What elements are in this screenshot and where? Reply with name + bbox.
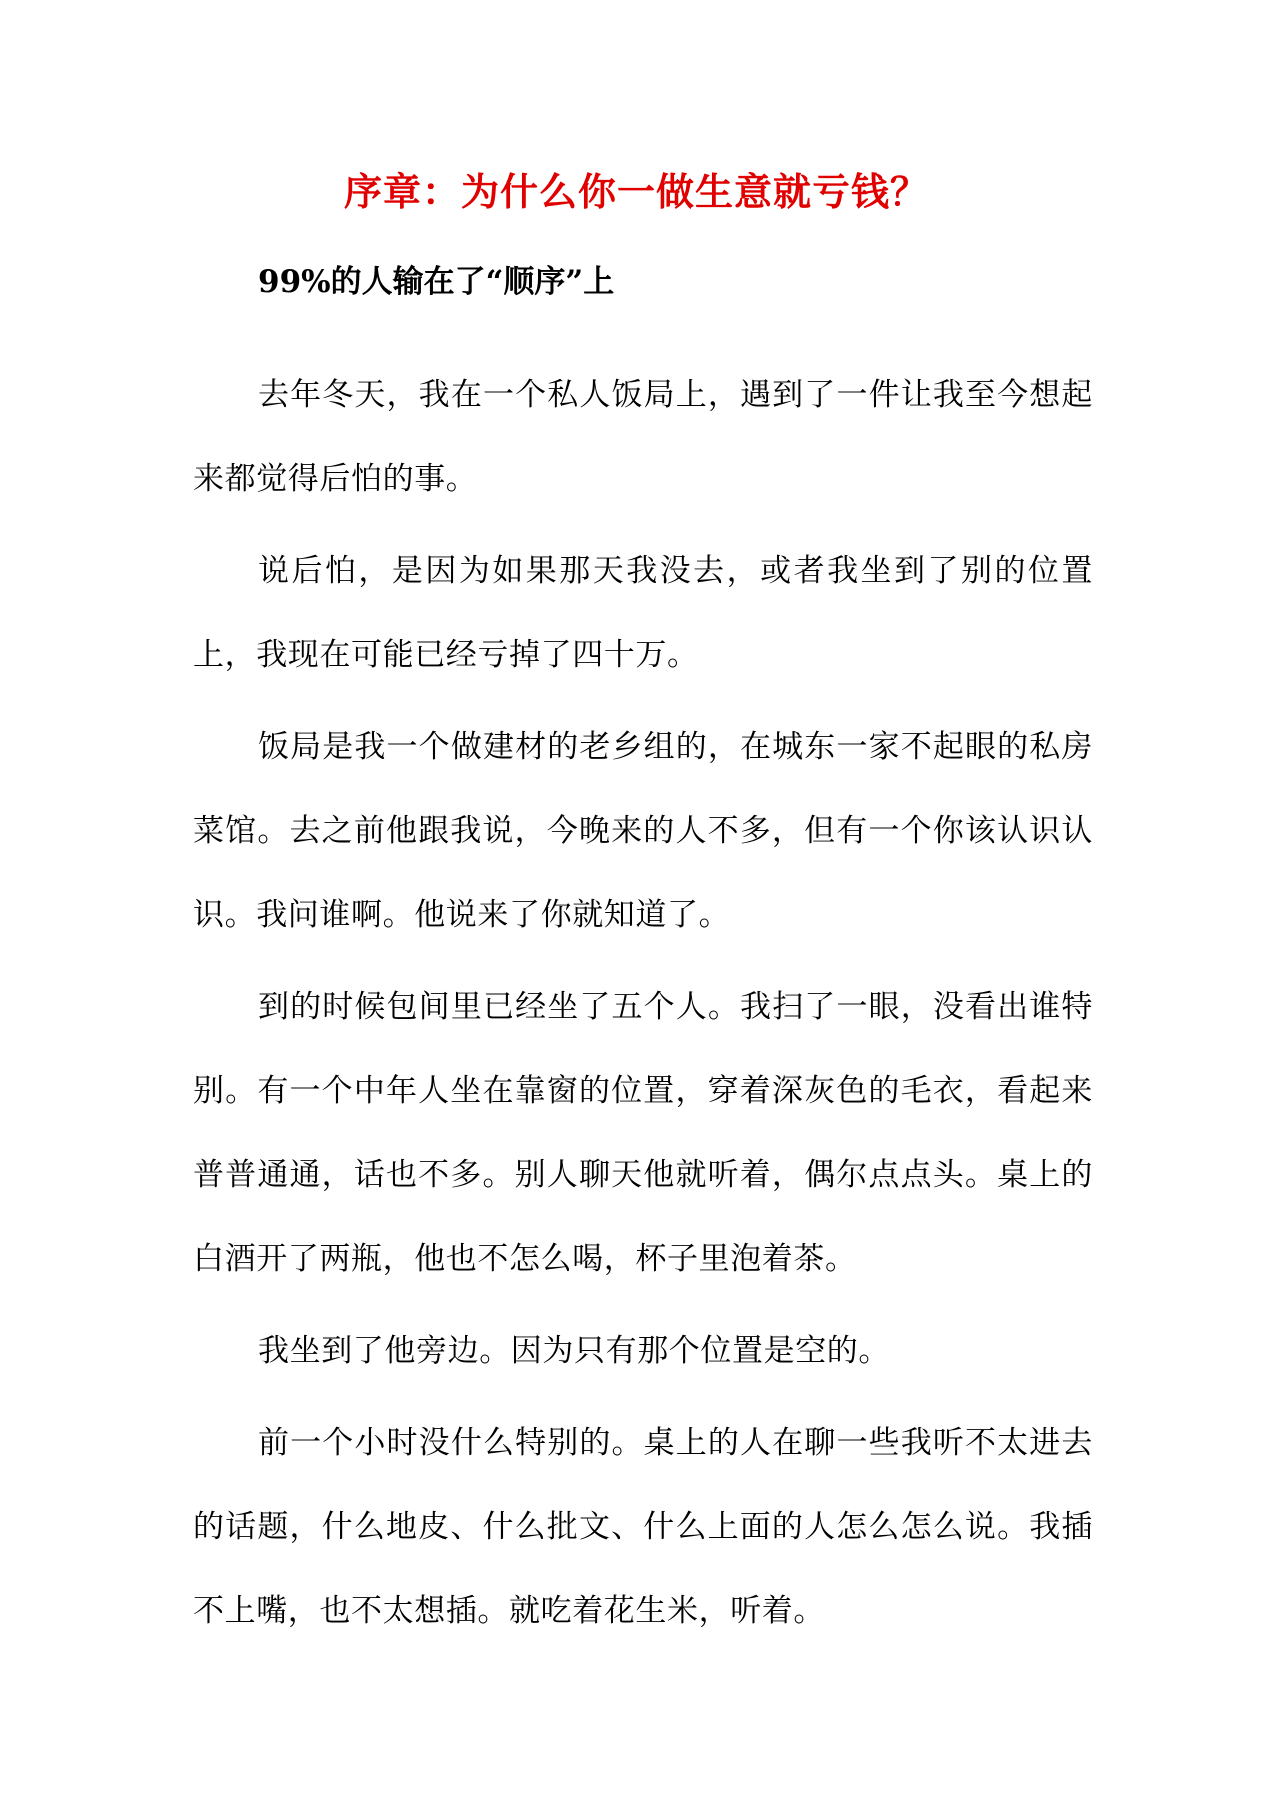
paragraph: 前一个小时没什么特别的。桌上的人在聊一些我听不太进去的话题，什么地皮、什么批文、什么上面的人怎么怎么说。我插不上嘴，也不太想插。就吃着花生米，听着。 xyxy=(193,1425,1093,1629)
body-text xyxy=(193,353,1093,1661)
section-subtitle: 99%的人输在了“顺序”上 xyxy=(258,264,615,300)
paragraph: 去年冬天，我在一个私人饭局上，遇到了一件让我至今想起来都觉得后怕的事。 xyxy=(193,377,1093,497)
paragraph: 饭局是我一个做建材的老乡组的，在城东一家不起眼的私房菜馆。去之前他跟我说，今晚来的人不多，但有一个你该认识认识。我问谁啊。他说来了你就知道了。 xyxy=(193,729,1093,933)
paragraph: 到的时候包间里已经坐了五个人。我扫了一眼，没看出谁特别。有一个中年人坐在靠窗的位置，穿着深灰色的毛衣，看起来普普通通，话也不多。别人聊天他就听着，偶尔点点头。桌上的白酒开了两瓶，他也不怎么喝，杯子里泡着茶。 xyxy=(193,989,1093,1277)
paragraph: 说后怕，是因为如果那天我没去，或者我坐到了别的位置上，我现在可能已经亏掉了四十万。 xyxy=(193,553,1093,673)
paragraph: 我坐到了他旁边。因为只有那个位置是空的。 xyxy=(258,1333,890,1369)
chapter-title: 序章：为什么你一做生意就亏钱？ xyxy=(343,169,929,214)
